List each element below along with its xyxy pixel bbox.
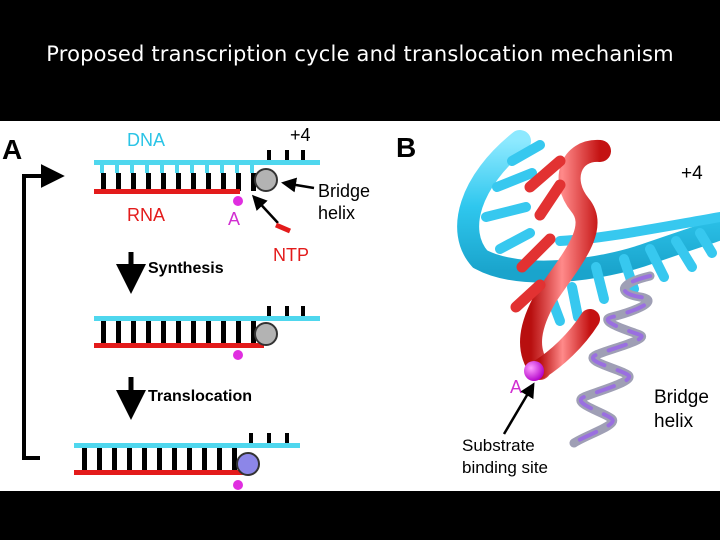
base-pair-ticks — [82, 448, 237, 470]
dna-ticks — [100, 165, 254, 173]
bridge-helix-arrow — [284, 183, 314, 188]
bridge-helix-circle — [255, 169, 277, 191]
nucleotide-dot — [233, 480, 243, 490]
bridge-helix-label-line2: helix — [318, 203, 356, 223]
panel-a-label: A — [2, 134, 23, 165]
a-label-panel-b: A — [510, 377, 523, 397]
panel-a — [2, 125, 370, 490]
rna-strand — [74, 470, 246, 475]
state-post-synthesis — [94, 306, 320, 360]
substrate-label-line1: Substrate — [462, 436, 535, 455]
figure-canvas — [0, 121, 720, 491]
bridge-helix-label-b-line1: Bridge — [654, 387, 709, 408]
panel-b — [396, 132, 720, 477]
dna-label: DNA — [127, 130, 166, 150]
template-ticks — [267, 306, 305, 316]
nucleotide-dot — [233, 350, 243, 360]
dna-strand — [94, 316, 320, 321]
rna-label: RNA — [127, 205, 166, 225]
cycle-arrow — [24, 176, 60, 458]
bridge-helix-circle — [255, 323, 277, 345]
base-pair-ticks — [101, 321, 256, 343]
rna-strand — [94, 343, 264, 348]
bridge-helix-label-line1: Bridge — [318, 181, 371, 201]
ntp-entry-arrow — [254, 197, 278, 223]
ntp-label: NTP — [273, 245, 309, 265]
dna-strand — [94, 160, 320, 165]
ntp-molecule — [276, 225, 290, 231]
state-pre-synthesis — [94, 125, 370, 265]
template-ticks — [267, 150, 305, 160]
base-pair-ticks — [101, 173, 256, 191]
figure-panel — [0, 121, 720, 491]
plus4-label-a: +4 — [290, 125, 311, 145]
plus4-label-b: +4 — [681, 163, 703, 184]
nucleotide-dot — [233, 196, 243, 206]
substrate-label-line2: binding site — [462, 458, 549, 477]
a-label-panel-a: A — [228, 209, 241, 229]
template-ticks — [249, 433, 289, 443]
bridge-helix-circle — [237, 453, 259, 475]
translocation-label: Translocation — [148, 388, 253, 405]
bridge-helix-label-b-line2: helix — [654, 411, 694, 432]
rna-strand — [94, 189, 240, 194]
panel-b-label: B — [396, 132, 417, 163]
synthesis-label: Synthesis — [148, 260, 224, 277]
state-post-translocation — [74, 433, 300, 490]
substrate-site-ball — [524, 361, 544, 381]
slide-title: Proposed transcription cycle and translocation mechanism — [46, 42, 674, 66]
dna-strand — [74, 443, 300, 448]
bridge-helix-model — [574, 276, 650, 443]
